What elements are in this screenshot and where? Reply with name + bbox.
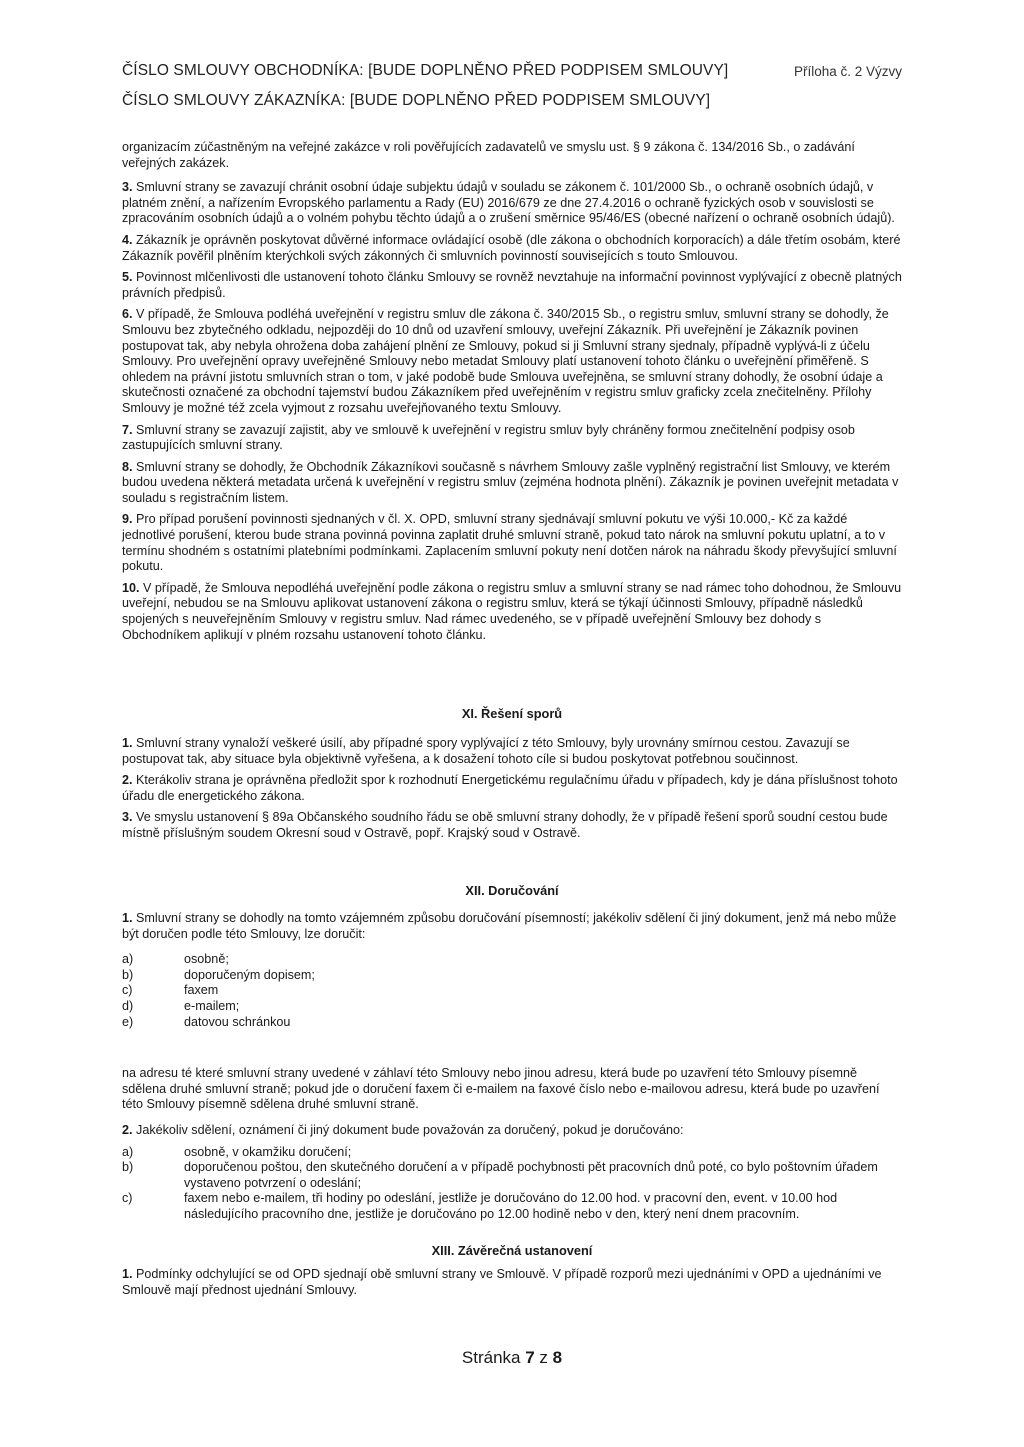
section-xii-item: 2. Jakékoliv sdělení, oznámení či jiný dokument bude považován za doručený, pokud je doručováno: <box>122 1122 684 1137</box>
section-xiii-body <box>122 1267 902 1304</box>
section-xi-body <box>122 736 902 848</box>
section-xi-item: 3. Ve smyslu ustanovení § 89a Občanského soudního řádu se obě smluvní strany dohodly, že v případě řešení sporů soudní cestou bude místně příslušným soudem Okresní soud v Ostravě, popř. Krajský soud v Ostravě. <box>122 810 888 840</box>
list-item: e) datovou schránkou <box>122 1014 291 1029</box>
header-customer-contract-number: ČÍSLO SMLOUVY ZÁKAZNÍKA: [BUDE DOPLNĚNO PŘED PODPISEM SMLOUVY] <box>122 92 711 109</box>
section-x-item: 4. Zákazník je oprávněn poskytovat důvěrné informace ovládající osobě (dle zákona o obchodních korporacích) a dále třetím osobám, které Zákazník pověřil plněním kterýchkoli svých zákonných či smluvních povinností souvisejících s touto Smlouvou. <box>122 232 901 263</box>
page-number: Stránka 7 z 8 <box>461 1348 563 1367</box>
section-x-item: 9. Pro případ porušení povinnosti sjednaných v čl. X. OPD, smluvní strany sjednávají smluvní pokutu ve výši 10.000,- Kč za každé jednotlivé porušení, kterou bude strana povinná povinna zaplatit druhé smluvní straně, pokud tato nárok na smluvní pokutu uplatní, a to v termínu shodném s ostatními platebními podmínkami. Zaplacením smluvní pokuty není dotčen nárok na náhradu škody převyšující smluvní pokutu. <box>122 512 897 574</box>
delivery-timing-list <box>122 1145 902 1223</box>
section-x-item: 5. Povinnost mlčenlivosti dle ustanovení tohoto článku Smlouvy se rovněž nevztahuje na informační povinnost vyplývající z obecně platných právních předpisů. <box>122 270 902 300</box>
delivery-address-paragraph: na adresu té které smluvní strany uvedené v záhlaví této Smlouvy nebo jinou adresu, která bude po uzavření této Smlouvy písemně sdělena druhé smluvní straně; pokud jde o doručení faxem či e-mailem na faxové číslo nebo e-mailovou adresu, která bude po uzavření této Smlouvy písemně sdělena druhé smluvní straně. <box>122 1066 880 1112</box>
section-xiii-title: XIII. Závěrečná ustanovení <box>431 1243 593 1258</box>
list-item: c) faxem <box>122 983 219 998</box>
section-x-item: 6. V případě, že Smlouva podléhá uveřejnění v registru smluv dle zákona č. 340/2015 Sb., o registru smluv, smluvní strany se dohodly, že Smlouvu bez zbytečného odkladu, nejpozději do 10 dnů od uzavření smlouvy, uveřejní Zákazník. Při uveřejnění je Zákazník povinen postupovat tak, aby nebyla ohrožena doba zahájení plnění ze Smlouvy, pokud si ji Smluvní strany sjednaly, případně vyplývá-li z účelu Smlouvy. Pro uveřejnění opravy uveřejněné Smlouvy nebo metadat Smlouvy platí ustanovení tohoto článku o uveřejnění přiměřeně. S ohledem na právní jistotu smluvních stran o tom, v jaké podobě bude Smlouva uveřejněna, se smluvní strany dohodly, že osobní údaje a skutečnosti označené za obchodní tajemství budou Zákazníkem před uveřejněním v registru smluv graficky zcela znečitelněny. Přílohy Smlouvy je možné též zcela vyjmout z rozsahu uveřejňovaného textu Smlouvy. <box>122 307 889 415</box>
section-x-item: 3. Smluvní strany se zavazují chránit osobní údaje subjektu údajů v souladu se zákonem č. 101/2000 Sb., o ochraně osobních údajů, v platném znění, a nařízením Evropského parlamentu a Rady (EU) 2016/679 ze dne 27.4.2016 o ochraně fyzických osob v souvislosti se zpracováním osobních údajů a o volném pohybu těchto údajů a o zrušení směrnice 95/46/ES (obecné nařízení o ochraně osobních údajů). <box>122 180 895 226</box>
delivery-methods-list <box>122 952 902 1030</box>
section-xii-title: XII. Doručování <box>465 883 559 898</box>
section-xii-item: 1. Smluvní strany se dohodly na tomto vzájemném způsobu doručování písemností; jakékoliv sdělení či jiný dokument, jenž má nebo může být doručen podle této Smlouvy, lze doručit: <box>122 911 897 941</box>
list-item: b) doporučeným dopisem; <box>122 967 315 982</box>
section-xi-title: XI. Řešení sporů <box>461 706 563 721</box>
section-x-continuation <box>122 140 902 649</box>
list-item: a) osobně; <box>122 952 229 967</box>
section-xii-body <box>122 911 902 1231</box>
section-x-item: 7. Smluvní strany se zavazují zajistit, aby ve smlouvě k uveřejnění v registru smluv byly chráněny formou znečitelnění podpisy osob zastupujících smluvní strany. <box>122 422 855 453</box>
header-merchant-contract-number: ČÍSLO SMLOUVY OBCHODNÍKA: [BUDE DOPLNĚNO PŘED PODPISEM SMLOUVY] <box>122 62 729 79</box>
section-xi-item: 1. Smluvní strany vynaloží veškeré úsilí, aby případné spory vyplývající z této Smlouvy, byly urovnány smírnou cestou. Zavazují se postupovat tak, aby situace byla objektivně vyřešena, a k dosažení tohoto cíle si budou poskytovat potřebnou součinnost. <box>122 736 850 766</box>
list-item: d) e-mailem; <box>122 998 240 1013</box>
list-item: c) faxem nebo e-mailem, tři hodiny po odeslání, jestliže je doručováno do 12.00 hod. v pracovní den, event. v 10.00 hod následujícího pracovního dne, jestliže je doručováno po 12.00 hodině nebo v den, který není dnem pracovním. <box>122 1191 838 1221</box>
section-x-item: 8. Smluvní strany se dohodly, že Obchodník Zákazníkovi současně s návrhem Smlouvy zašle vyplněný registrační list Smlouvy, ve kterém budou uvedena některá metadata určená k uveřejnění v registru smluv (zejména hodnota plnění). Zákazník je povinen uveřejnit metadata v souladu s registračním listem. <box>122 459 899 505</box>
list-item: b) doporučenou poštou, den skutečného doručení a v případě pochybnosti pět pracovních dnů poté, co bylo poštovním úřadem vystaveno potvrzení o odeslání; <box>122 1160 878 1190</box>
section-x-item: 10. V případě, že Smlouva nepodléhá uveřejnění podle zákona o registru smluv a smluvní strany se nad rámec toho dohodnou, že Smlouvu uveřejní, nebudou se na Smlouvu aplikovat ustanovení zákona o registru smluv, která se týkají účinnosti Smlouvy, případně následků spojených s neuveřejněním Smlouvy v registru smluv. Nad rámec uvedeného, se v případě uveřejnění Smlouvy bez dohody s Obchodníkem aplikují v plném rozsahu ustanovení tohoto článku. <box>122 580 902 642</box>
section-xi-item: 2. Kterákoliv strana je oprávněna předložit spor k rozhodnutí Energetickému regulačnímu úřadu v případech, kdy je dána příslušnost tohoto úřadu dle energetického zákona. <box>122 773 898 803</box>
list-item: a) osobně, v okamžiku doručení; <box>122 1144 352 1159</box>
section-xiii-item: 1. Podmínky odchylující se od OPD sjednají obě smluvní strany ve Smlouvě. V případě rozporů mezi ujednáními v OPD a ujednáními ve Smlouvě mají přednost ujednání Smlouvy. <box>122 1267 882 1297</box>
intro-paragraph: organizacím zúčastněným na veřejné zakázce v roli pověřujících zadavatelů ve smyslu ust. § 9 zákona č. 134/2016 Sb., o zadávání veřejných zakázek. <box>122 140 855 170</box>
header-attachment-label: Příloha č. 2 Výzvy <box>793 64 902 79</box>
